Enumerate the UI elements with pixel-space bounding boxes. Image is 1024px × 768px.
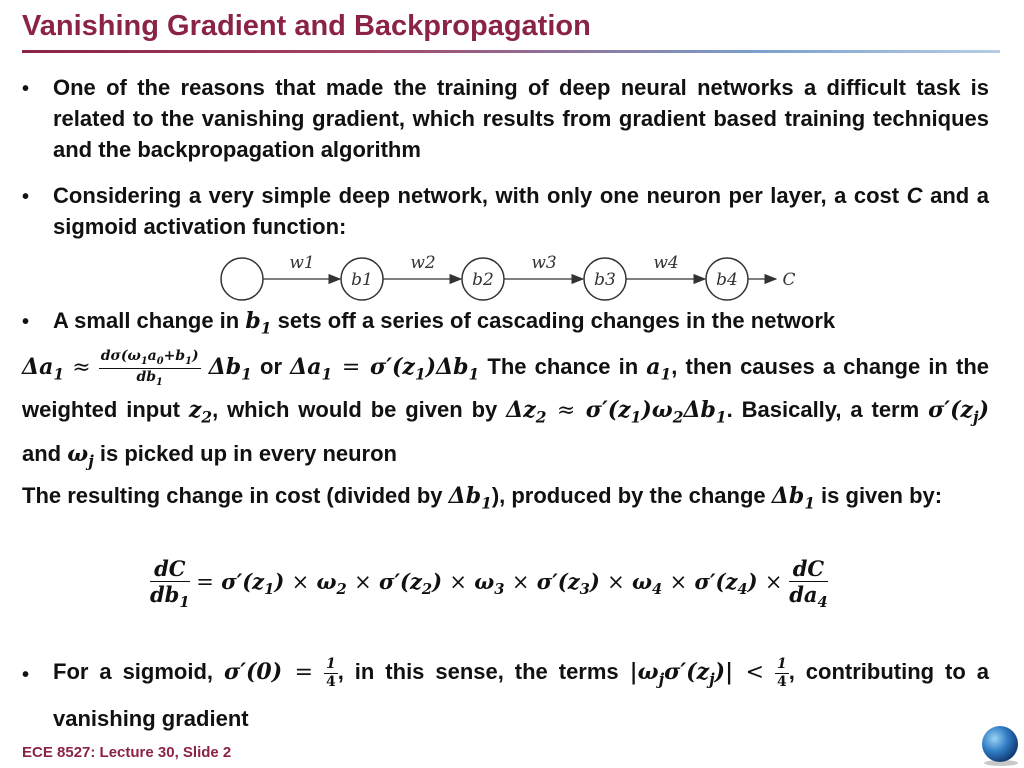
cost-change-paragraph: The resulting change in cost (divided by $\Delta b_1$), produced by the change $\Delta b_1$ is given by: [22, 483, 943, 513]
bullet-dot: • [22, 664, 30, 686]
node-label-4: b4 [716, 270, 738, 290]
weight-label-2: w2 [410, 253, 436, 273]
bullet-2-text: Considering a very simple deep network, with only one neuron per layer, a cost C and a sigmoid activation function: [53, 183, 989, 239]
bullet-dot: • [22, 311, 30, 333]
weight-label-1: w1 [289, 253, 315, 273]
title-divider [22, 50, 1000, 53]
node-label-1: b1 [351, 270, 373, 290]
bullet-1-text: One of the reasons that made the training of deep neural networks a difficult task is related to the vanishing gradient, which results from gradient based training techniques and the backpropagation algorithm [53, 75, 989, 162]
bullet-dot: • [22, 186, 30, 208]
output-label: C [782, 270, 796, 290]
node-label-2: b2 [472, 270, 494, 290]
globe-logo-icon [982, 726, 1018, 762]
node-label-3: b3 [594, 270, 616, 290]
bullet-dot: • [22, 78, 30, 100]
partial-fraction: $\frac{d\sigma(\omega_1a_0+b_1)}{db_1}$ [100, 348, 199, 388]
slide-footer: ECE 8527: Lecture 30, Slide 2 [22, 744, 232, 761]
cascade-paragraph: $\Delta a_1$ ≈ $\frac{d\sigma(\omega_1a_0+b_1)}{db_1}$ $\Delta b_1$ or $\Delta a_1 = \sigma'(z_1)\Delta b_1$ The chance in $a_1$, then causes a change in the weighted input $z_2$, which would be given by $\Delta z_2 \approx \sigma'(z_1)\omega_2\Delta b_1$. Basically, a term $\sigma'(z_j)$ and $\omega_j$ is picked up in every neuron [22, 348, 990, 471]
slide-title: Vanishing Gradient and Backpropagation [22, 10, 591, 42]
network-diagram [210, 248, 810, 310]
weight-label-3: w3 [531, 253, 557, 273]
bullet-4-text: For a sigmoid, σ′(0) = $\frac{1}{4}$ , in this sense, the terms $|\omega_j\sigma'(z_j)|$ < $\frac{1}{4}$ , contributing to a vanishing gradient [53, 655, 989, 732]
chain-rule-equation: $\frac{dC}{db_1}$ = $\sigma'(z_1) \times \omega_2 \times \sigma'(z_2) \times \omega_3 \times \sigma'(z_3) \times \omega_4 \times \sigma'(z_4)$ × $\frac{dC}{da_4}$ [150, 556, 828, 612]
weight-label-4: w4 [653, 253, 679, 273]
bullet-3-text: A small change in $b_1$ sets off a series of cascading changes in the network [53, 308, 836, 338]
input-node [221, 258, 263, 300]
